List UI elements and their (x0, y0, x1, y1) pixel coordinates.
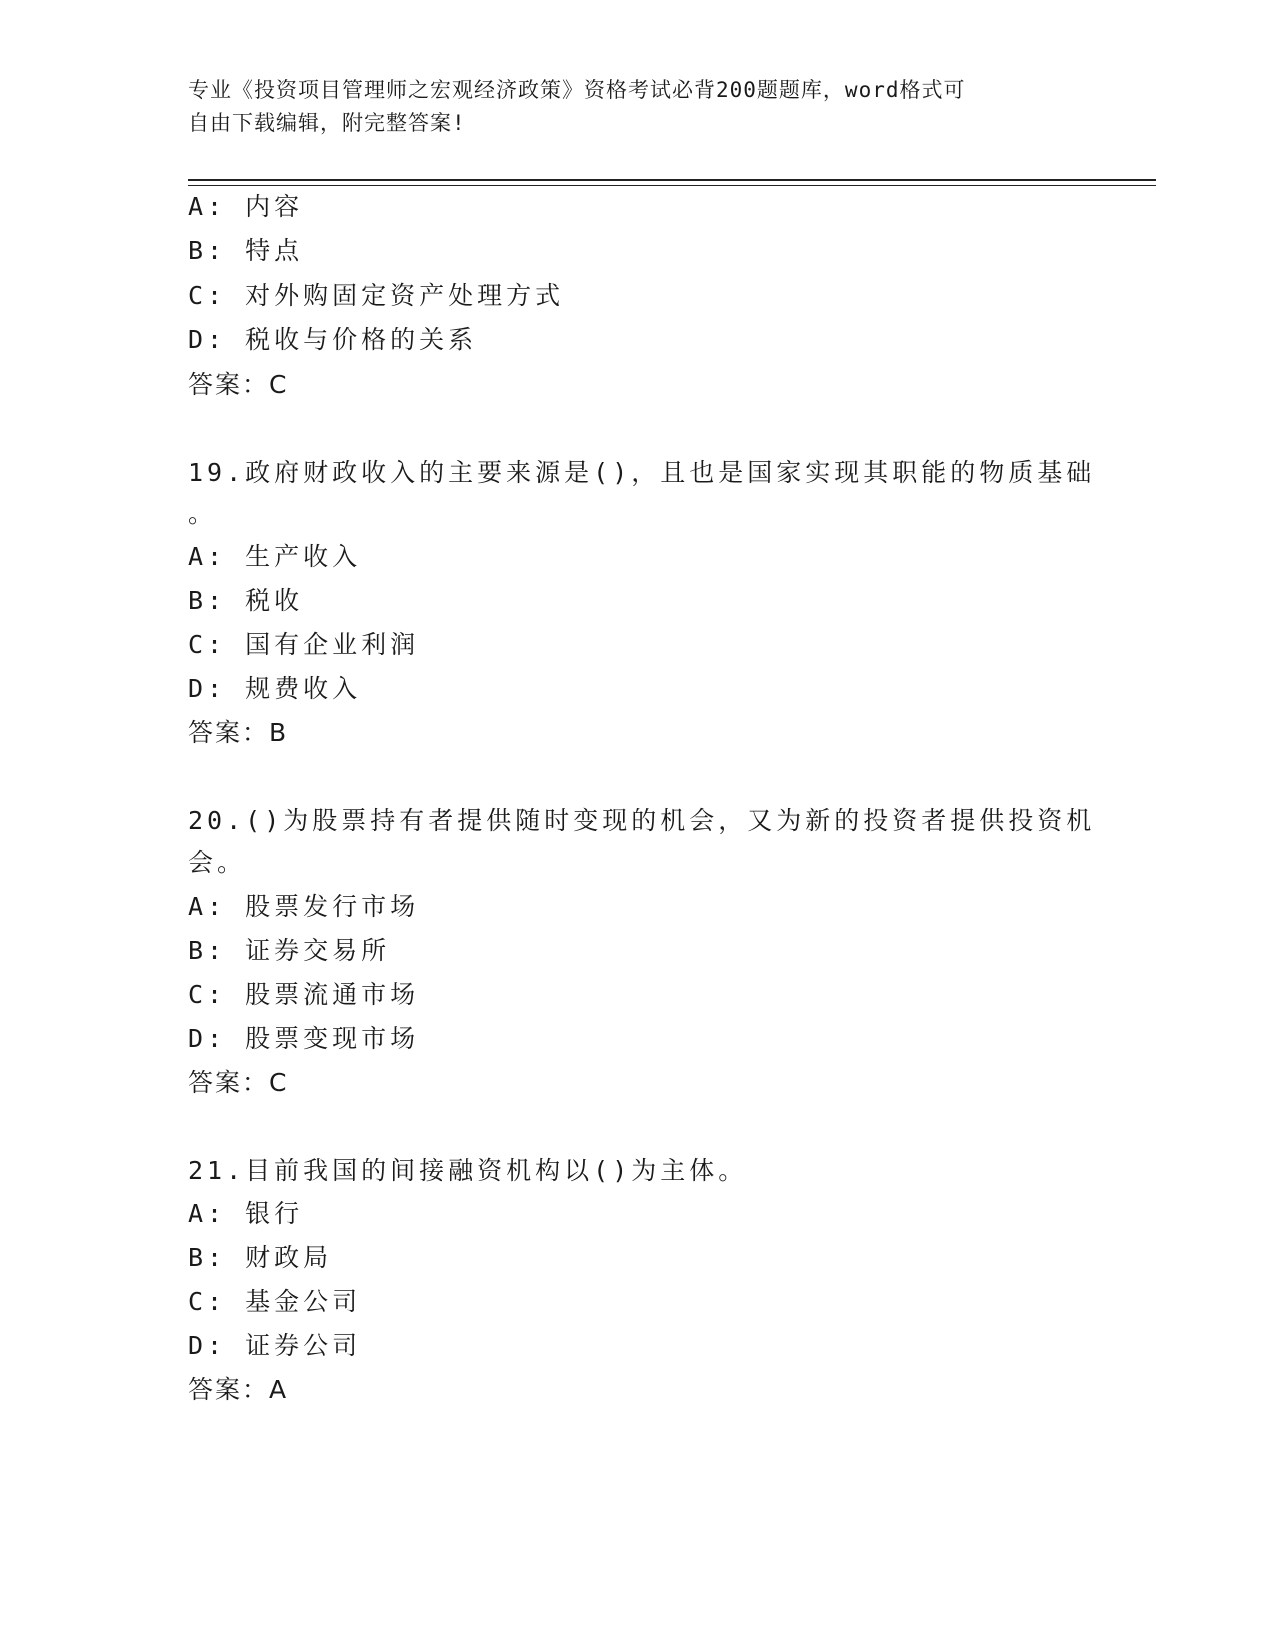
header-divider-thin (188, 185, 1156, 186)
q20-answer: 答案：C (188, 1068, 289, 1097)
q19-option-c: C: 国有企业利润 (188, 630, 420, 659)
q19-stem-line-2: 。 (188, 499, 218, 528)
q19-answer: 答案：B (188, 718, 289, 747)
prev-option-a: A: 内容 (188, 192, 304, 221)
q20-stem-line-1: 20.()为股票持有者提供随时变现的机会，又为新的投资者提供投资机 (188, 806, 1096, 835)
q20-option-d: D: 股票变现市场 (188, 1024, 420, 1053)
q20-stem-line-2: 会。 (188, 848, 247, 877)
q19-option-a: A: 生产收入 (188, 542, 362, 571)
prev-option-b: B: 特点 (188, 236, 304, 265)
prev-option-d: D: 税收与价格的关系 (188, 325, 478, 354)
q21-option-a: A: 银行 (188, 1199, 304, 1228)
q21-stem-line-1: 21.目前我国的间接融资机构以()为主体。 (188, 1156, 748, 1185)
q20-option-c: C: 股票流通市场 (188, 980, 420, 1009)
q21-option-c: C: 基金公司 (188, 1287, 362, 1316)
q21-option-d: D: 证券公司 (188, 1331, 362, 1360)
q20-option-b: B: 证券交易所 (188, 936, 391, 965)
q19-stem-line-1: 19.政府财政收入的主要来源是()，且也是国家实现其职能的物质基础 (188, 458, 1096, 487)
header-line-2: 自由下载编辑，附完整答案! (188, 111, 466, 135)
q19-option-b: B: 税收 (188, 586, 304, 615)
document-header (188, 74, 1088, 140)
prev-option-c: C: 对外购固定资产处理方式 (188, 281, 565, 310)
q21-option-b: B: 财政局 (188, 1243, 333, 1272)
q21-answer: 答案：A (188, 1375, 289, 1404)
prev-answer: 答案：C (188, 370, 289, 399)
q19-option-d: D: 规费收入 (188, 674, 362, 703)
header-divider-thick (188, 179, 1156, 181)
q20-option-a: A: 股票发行市场 (188, 892, 420, 921)
header-line-1: 专业《投资项目管理师之宏观经济政策》资格考试必背200题题库，word格式可 (188, 78, 966, 102)
